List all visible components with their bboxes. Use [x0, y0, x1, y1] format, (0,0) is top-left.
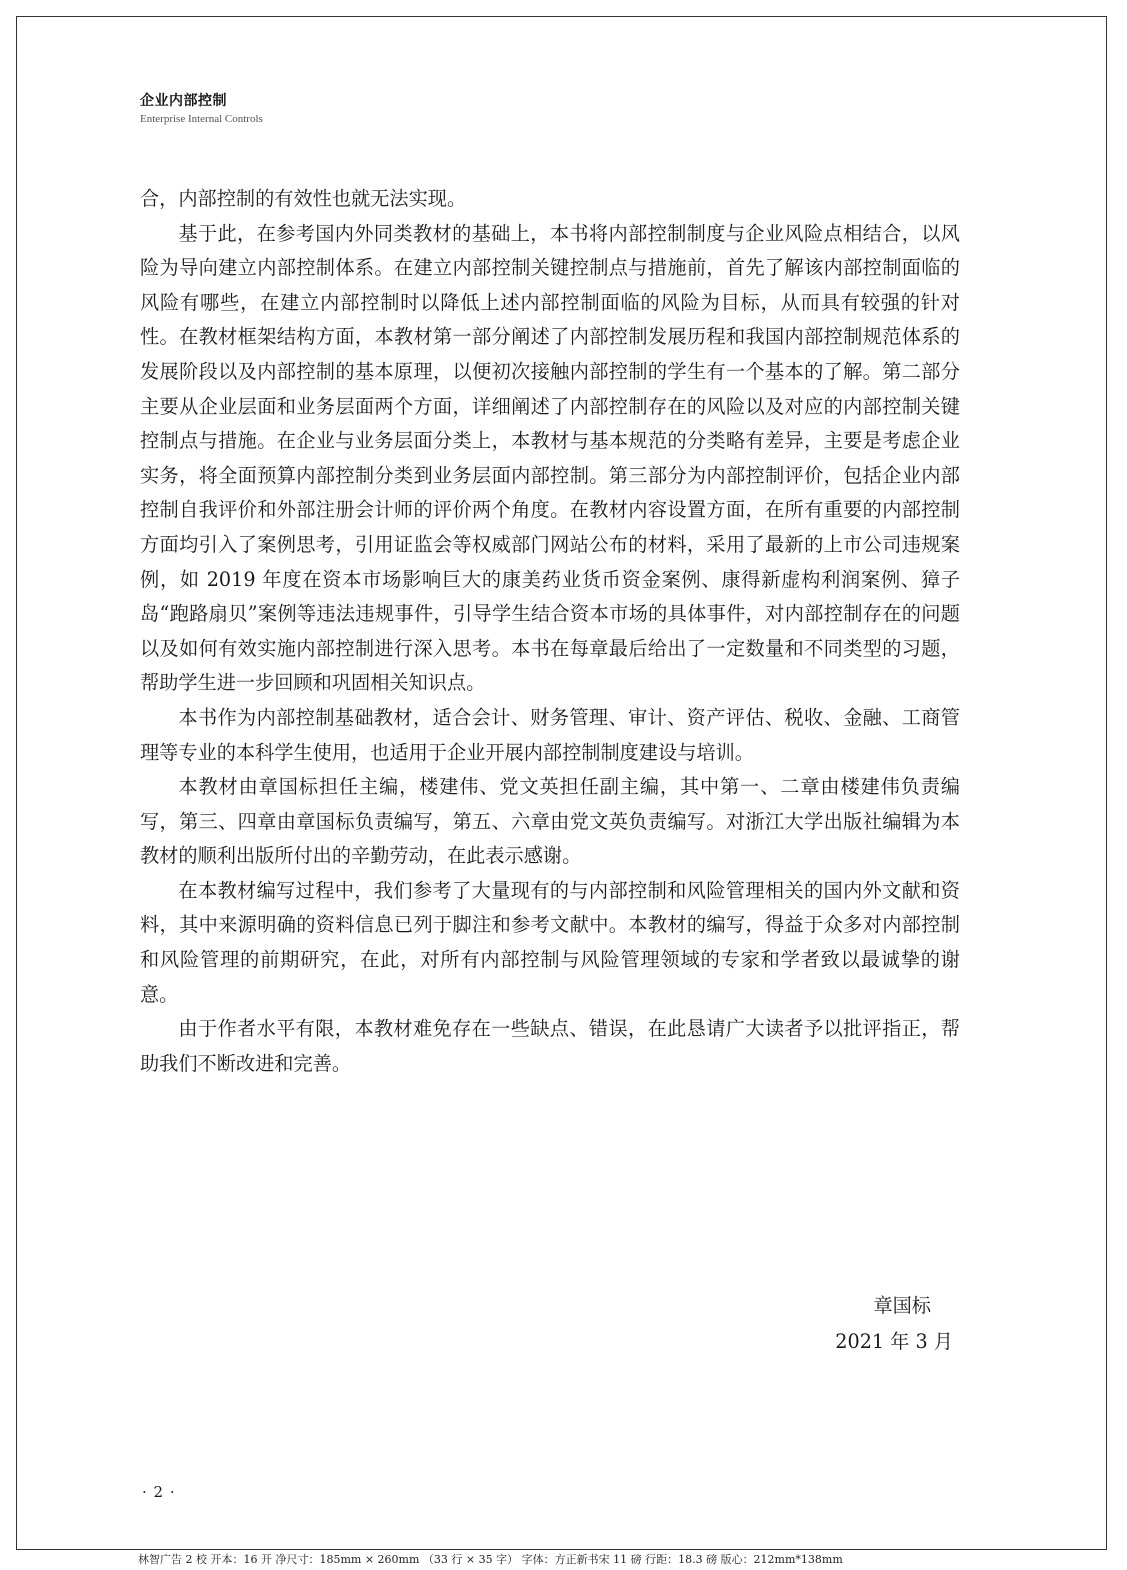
paragraph: 在本教材编写过程中，我们参考了大量现有的与内部控制和风险管理相关的国内外文献和资料，其中来源明确的资料信息已列于脚注和参考文献中。本教材的编写，得益于众多对内部控制和风险管理的前期研究，在此，对所有内部控制与风险管理领域的专家和学者致以最诚挚的谢意。 — [140, 878, 960, 1006]
running-head — [140, 92, 263, 126]
paragraph: 本书作为内部控制基础教材，适合会计、财务管理、审计、资产评估、税收、金融、工商管理等专业的本科学生使用，也适用于企业开展内部控制制度建设与培训。 — [140, 705, 960, 764]
paragraph-continuation: 合，内部控制的有效性也就无法实现。 — [140, 187, 467, 210]
paragraph: 本教材由章国标担任主编，楼建伟、党文英担任副主编，其中第一、二章由楼建伟负责编写，第三、四章由章国标负责编写，第五、六章由党文英负责编写。对浙江大学出版社编辑为本教材的顺利出版所付出的辛勤劳动，在此表示感谢。 — [140, 775, 960, 868]
book-title-english: Enterprise Internal Controls — [140, 113, 263, 125]
print-info-footer: 林智广告 2 校 开本：16 开 净尺寸：185mm × 260mm （33 行 × 35 字） 字体：方正新书宋 11 磅 行距：18.3 磅 版心：212mm*138mm — [138, 1553, 843, 1566]
author-name: 章国标 — [873, 1294, 931, 1317]
body-text — [140, 182, 960, 1081]
paragraph: 基于此，在参考国内外同类教材的基础上，本书将内部控制制度与企业风险点相结合，以风险为导向建立内部控制体系。在建立内部控制关键控制点与措施前，首先了解该内部控制面临的风险有哪些，在建立内部控制时以降低上述内部控制面临的风险为目标，从而具有较强的针对性。在教材框架结构方面，本教材第一部分阐述了内部控制发展历程和我国内部控制规范体系的发展阶段以及内部控制的基本原理，以便初次接触内部控制的学生有一个基本的了解。第二部分主要从企业层面和业务层面两个方面，详细阐述了内部控制存在的风险以及对应的内部控制关键控制点与措施。在企业与业务层面分类上，本教材与基本规范的分类略有差异，主要是考虑企业实务，将全面预算内部控制分类到业务层面内部控制。第三部分为内部控制评价，包括企业内部控制自我评价和外部注册会计师的评价两个角度。在教材内容设置方面，在所有重要的内部控制方面均引入了案例思考，引用证监会等权威部门网站公布的材料，采用了最新的上市公司违规案例，如 2019 年度在资本市场影响巨大的康美药业货币资金案例、康得新虚构利润案例、獐子岛“跑路扇贝”案例等违法违规事件，引导学生结合资本市场的具体事件，对内部控制存在的问题以及如何有效实施内部控制进行深入思考。本书在每章最后给出了一定数量和不同类型的习题，帮助学生进一步回顾和巩固相关知识点。 — [140, 221, 960, 695]
signature-block — [835, 1288, 953, 1360]
paragraph: 由于作者水平有限，本教材难免存在一些缺点、错误，在此恳请广大读者予以批评指正，帮助我们不断改进和完善。 — [140, 1017, 960, 1075]
book-title: 企业内部控制 — [140, 93, 227, 109]
page-number: · 2 · — [142, 1483, 176, 1501]
signature-date: 2021 年 3 月 — [835, 1330, 953, 1353]
